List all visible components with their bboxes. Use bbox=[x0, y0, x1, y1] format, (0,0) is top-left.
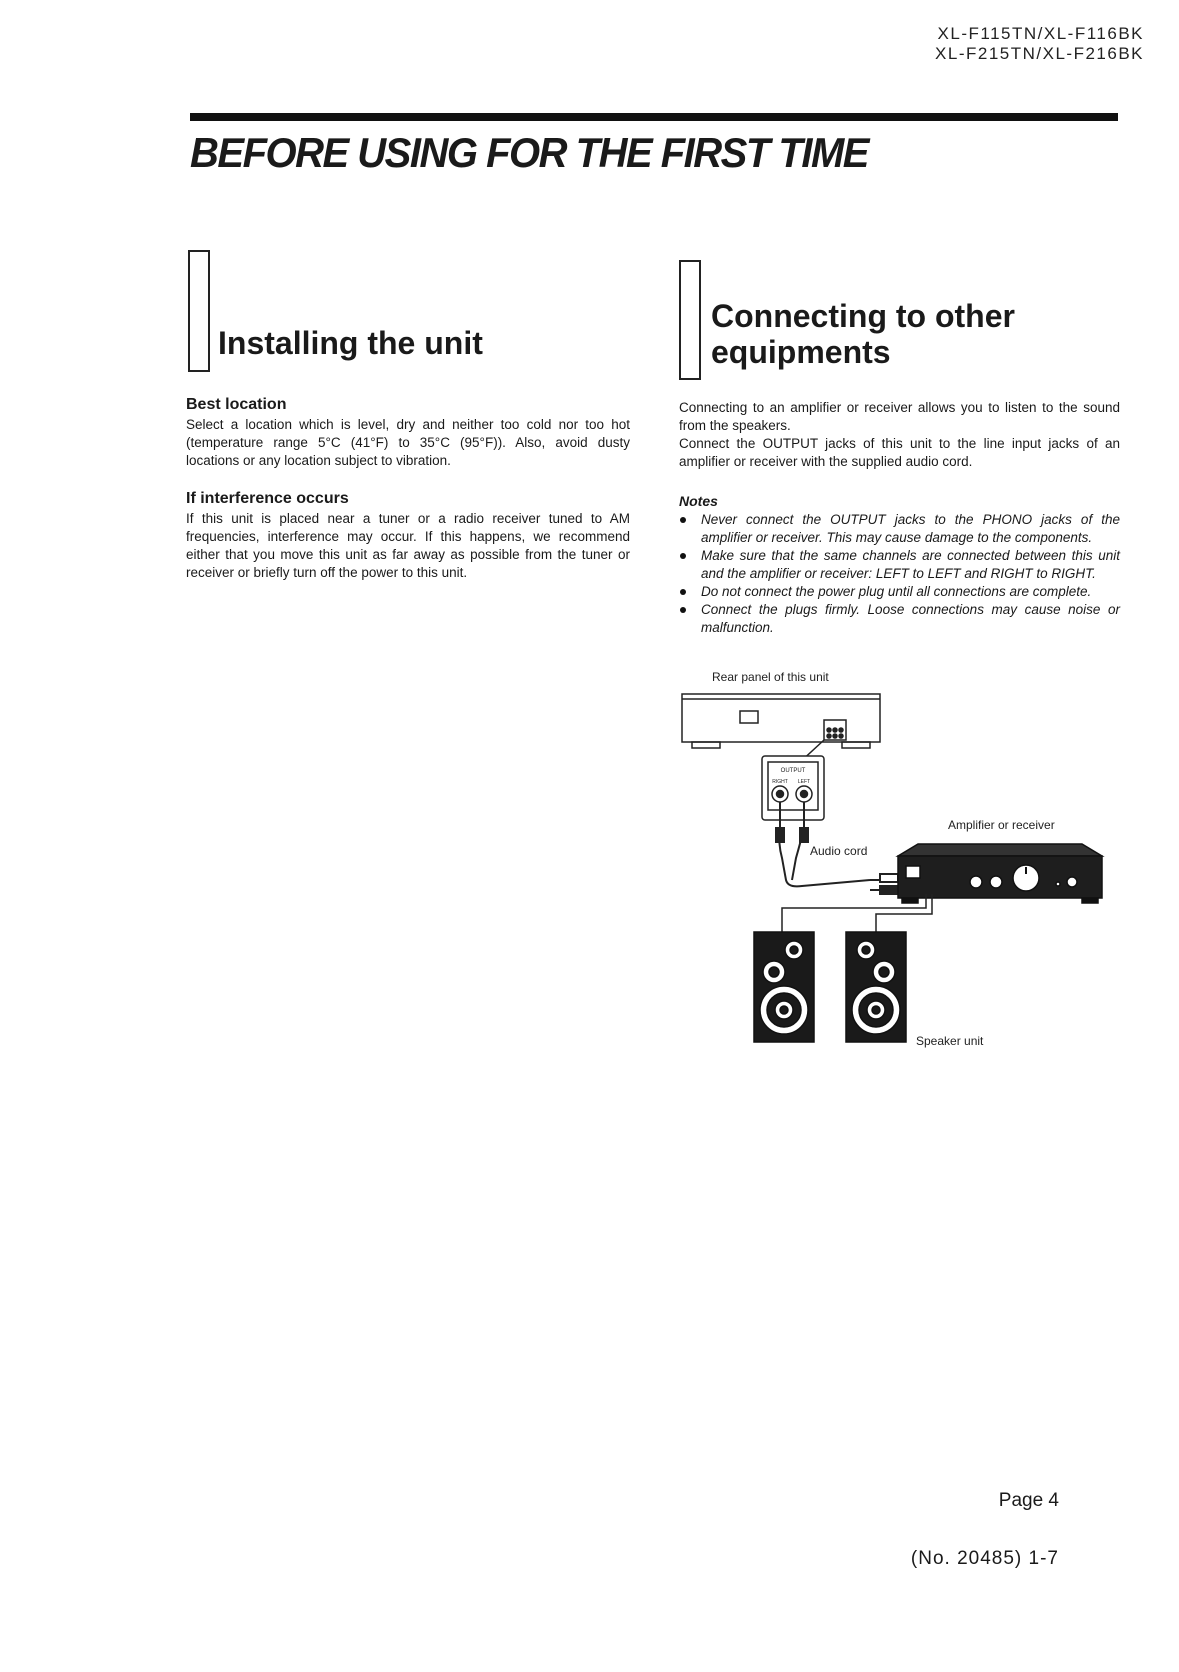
right-label: RIGHT bbox=[772, 779, 788, 785]
interference-title: If interference occurs bbox=[186, 490, 349, 507]
amplifier-unit bbox=[898, 844, 1102, 903]
installing-body bbox=[186, 396, 630, 582]
notes-list bbox=[679, 511, 1120, 637]
connecting-para-1: Connecting to an amplifier or receiver allows you to listen to the sound from the speakers. bbox=[679, 400, 1120, 433]
note-item: Never connect the OUTPUT jacks to the PHONO jacks of the amplifier or receiver. This may cause damage to the components. bbox=[679, 511, 1120, 547]
note-item: Connect the plugs firmly. Loose connections may cause noise or malfunction. bbox=[679, 601, 1120, 637]
audio-cord-label: Audio cord bbox=[810, 844, 868, 858]
interference-text: If this unit is placed near a tuner or a radio receiver tuned to AM frequencies, interference may occur. If this happens, we recommend either that you move this unit as far away as possible from the tuner or receiver or briefly turn off the power to this unit. bbox=[186, 511, 630, 580]
speaker-label: Speaker unit bbox=[916, 1034, 984, 1048]
note-item: Do not connect the power plug until all connections are complete. bbox=[679, 583, 1120, 601]
left-speaker bbox=[754, 932, 814, 1042]
model-line-2: XL-F215TN/XL-F216BK bbox=[935, 44, 1144, 63]
title-rule bbox=[190, 113, 1118, 121]
rear-panel-label: Rear panel of this unit bbox=[712, 670, 829, 684]
rear-panel-unit bbox=[682, 694, 880, 764]
connecting-body bbox=[679, 399, 1120, 637]
output-jack-detail bbox=[762, 756, 824, 820]
left-label: LEFT bbox=[797, 779, 811, 785]
connecting-heading bbox=[711, 298, 1015, 370]
connection-diagram bbox=[670, 668, 1120, 1068]
section-bracket-connecting bbox=[679, 260, 701, 380]
output-label: OUTPUT bbox=[780, 768, 806, 774]
model-line-1: XL-F115TN/XL-F116BK bbox=[937, 24, 1144, 43]
best-location-text: Select a location which is level, dry and neither too cold nor too hot (temperature range 5°C (41°F) to 35°C (95°F)). Also, avoid dusty locations or any location subject to vibration. bbox=[186, 417, 630, 468]
installing-heading: Installing the unit bbox=[218, 325, 483, 361]
right-speaker bbox=[846, 932, 906, 1042]
connecting-heading-line1: Connecting to other bbox=[711, 298, 1015, 334]
page-title: BEFORE USING FOR THE FIRST TIME bbox=[190, 130, 868, 177]
connecting-heading-line2: equipments bbox=[711, 334, 891, 370]
model-numbers bbox=[935, 24, 1144, 64]
page-number: Page 4 bbox=[998, 1490, 1059, 1511]
connecting-para-2: Connect the OUTPUT jacks of this unit to the line input jacks of an amplifier or receiver with the supplied audio cord. bbox=[679, 436, 1120, 469]
connection-diagram-drawing bbox=[670, 668, 1120, 1068]
notes-title: Notes bbox=[679, 493, 718, 509]
note-item: Make sure that the same channels are connected between this unit and the amplifier or receiver: LEFT to LEFT and RIGHT to RIGHT. bbox=[679, 547, 1120, 583]
amplifier-label: Amplifier or receiver bbox=[948, 818, 1055, 832]
section-bracket-installing bbox=[188, 250, 210, 372]
best-location-title: Best location bbox=[186, 396, 287, 413]
document-number: (No. 20485) 1-7 bbox=[910, 1548, 1059, 1569]
